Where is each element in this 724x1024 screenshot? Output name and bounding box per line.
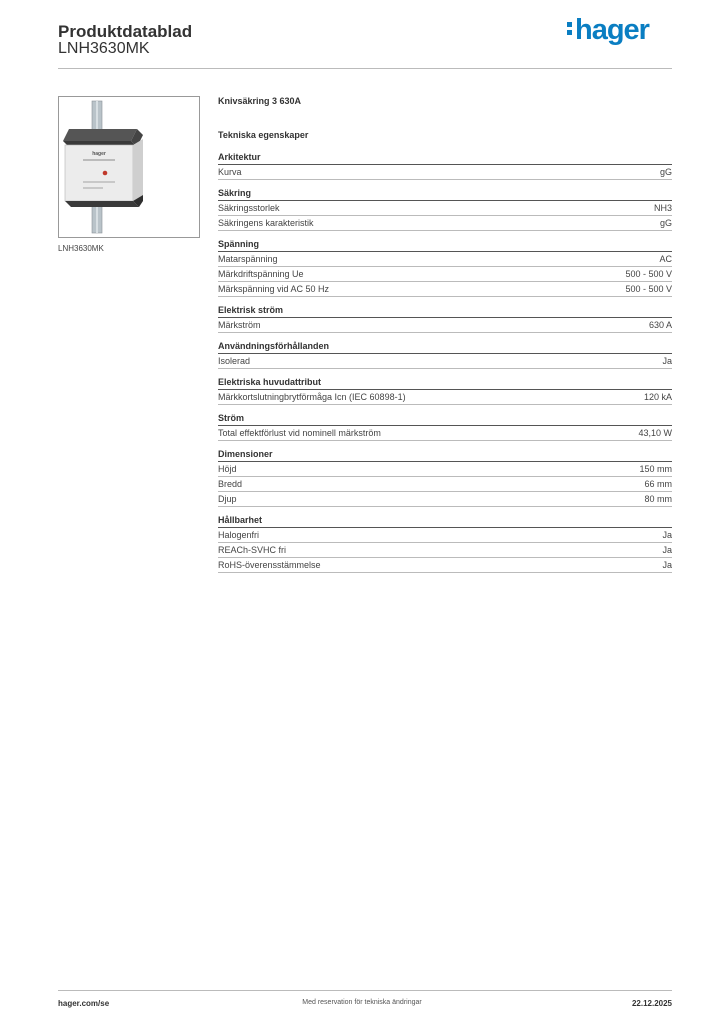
spec-row xyxy=(218,354,672,369)
spec-row xyxy=(218,543,672,558)
spec-row xyxy=(218,492,672,507)
product-image xyxy=(58,96,200,238)
spec-value: 630 A xyxy=(648,320,672,330)
spec-row xyxy=(218,558,672,573)
fuse-illustration-icon xyxy=(59,97,199,237)
spec-label: Märkdriftspänning Ue xyxy=(218,269,304,279)
spec-value: gG xyxy=(659,167,672,177)
spec-label: Halogenfri xyxy=(218,530,260,540)
spec-value: 43,10 W xyxy=(638,428,672,438)
group-title: Säkring xyxy=(218,188,672,201)
spec-value: Ja xyxy=(662,530,672,540)
footer-disclaimer: Med reservation för tekniska ändringar xyxy=(302,999,422,1006)
footer-website-link[interactable]: hager.com/se xyxy=(58,999,110,1008)
group-title: Ström xyxy=(218,413,672,426)
spec-row xyxy=(218,252,672,267)
spec-row xyxy=(218,390,672,405)
spec-value: 500 - 500 V xyxy=(625,284,672,294)
group-title: Elektrisk ström xyxy=(218,305,672,318)
spec-label: Bredd xyxy=(218,479,243,489)
section-title: Tekniska egenskaper xyxy=(218,130,309,140)
group-title: Arkitektur xyxy=(218,152,672,165)
group-title: Dimensioner xyxy=(218,449,672,462)
spec-row xyxy=(218,318,672,333)
group-title: Användningsförhållanden xyxy=(218,341,672,354)
page-title: Produktdatablad xyxy=(58,22,193,41)
spec-value: 150 mm xyxy=(639,464,672,474)
spec-label: Höjd xyxy=(218,464,237,474)
footer-date: 22.12.2025 xyxy=(631,999,672,1008)
header-divider xyxy=(58,68,672,69)
spec-value: Ja xyxy=(662,560,672,570)
spec-table xyxy=(218,96,672,573)
hager-logo[interactable] xyxy=(567,14,649,47)
spec-label: Matarspänning xyxy=(218,254,278,264)
spec-label: Märkkortslutningbrytförmåga Icn (IEC 60898-1) xyxy=(218,392,406,402)
spec-row xyxy=(218,426,672,441)
group-title: Elektriska huvudattribut xyxy=(218,377,672,390)
spec-row xyxy=(218,201,672,216)
spec-label: Säkringens karakteristik xyxy=(218,218,314,228)
group-title: Hållbarhet xyxy=(218,515,672,528)
image-caption: LNH3630MK xyxy=(58,244,104,253)
spec-row xyxy=(218,267,672,282)
spec-row xyxy=(218,528,672,543)
logo-dots-icon xyxy=(567,19,573,38)
spec-row xyxy=(218,477,672,492)
spec-label: Säkringsstorlek xyxy=(218,203,280,213)
spec-value: Ja xyxy=(662,545,672,555)
spec-row xyxy=(218,216,672,231)
spec-label: Kurva xyxy=(218,167,242,177)
spec-value: AC xyxy=(659,254,672,264)
spec-label: Djup xyxy=(218,494,237,504)
spec-value: 80 mm xyxy=(644,494,672,504)
fuse-brand-label: hager xyxy=(92,151,106,157)
spec-label: RoHS-överensstämmelse xyxy=(218,560,321,570)
logo-text: hager xyxy=(575,14,649,46)
spec-groups xyxy=(218,152,672,573)
spec-label: REACh-SVHC fri xyxy=(218,545,287,555)
spec-value: gG xyxy=(659,218,672,228)
spec-value: 500 - 500 V xyxy=(625,269,672,279)
spec-row xyxy=(218,165,672,180)
spec-value: 120 kA xyxy=(643,392,672,402)
spec-row xyxy=(218,282,672,297)
spec-label: Märkström xyxy=(218,320,261,330)
group-title: Spänning xyxy=(218,239,672,252)
product-code: LNH3630MK xyxy=(58,40,150,57)
spec-value: Ja xyxy=(662,356,672,366)
footer-divider xyxy=(58,990,672,991)
spec-label: Total effektförlust vid nominell märkström xyxy=(218,428,381,438)
spec-label: Märkspänning vid AC 50 Hz xyxy=(218,284,330,294)
product-name: Knivsäkring 3 630A xyxy=(218,96,302,106)
spec-value: NH3 xyxy=(653,203,672,213)
spec-value: 66 mm xyxy=(644,479,672,489)
spec-row xyxy=(218,462,672,477)
spec-label: Isolerad xyxy=(218,356,251,366)
